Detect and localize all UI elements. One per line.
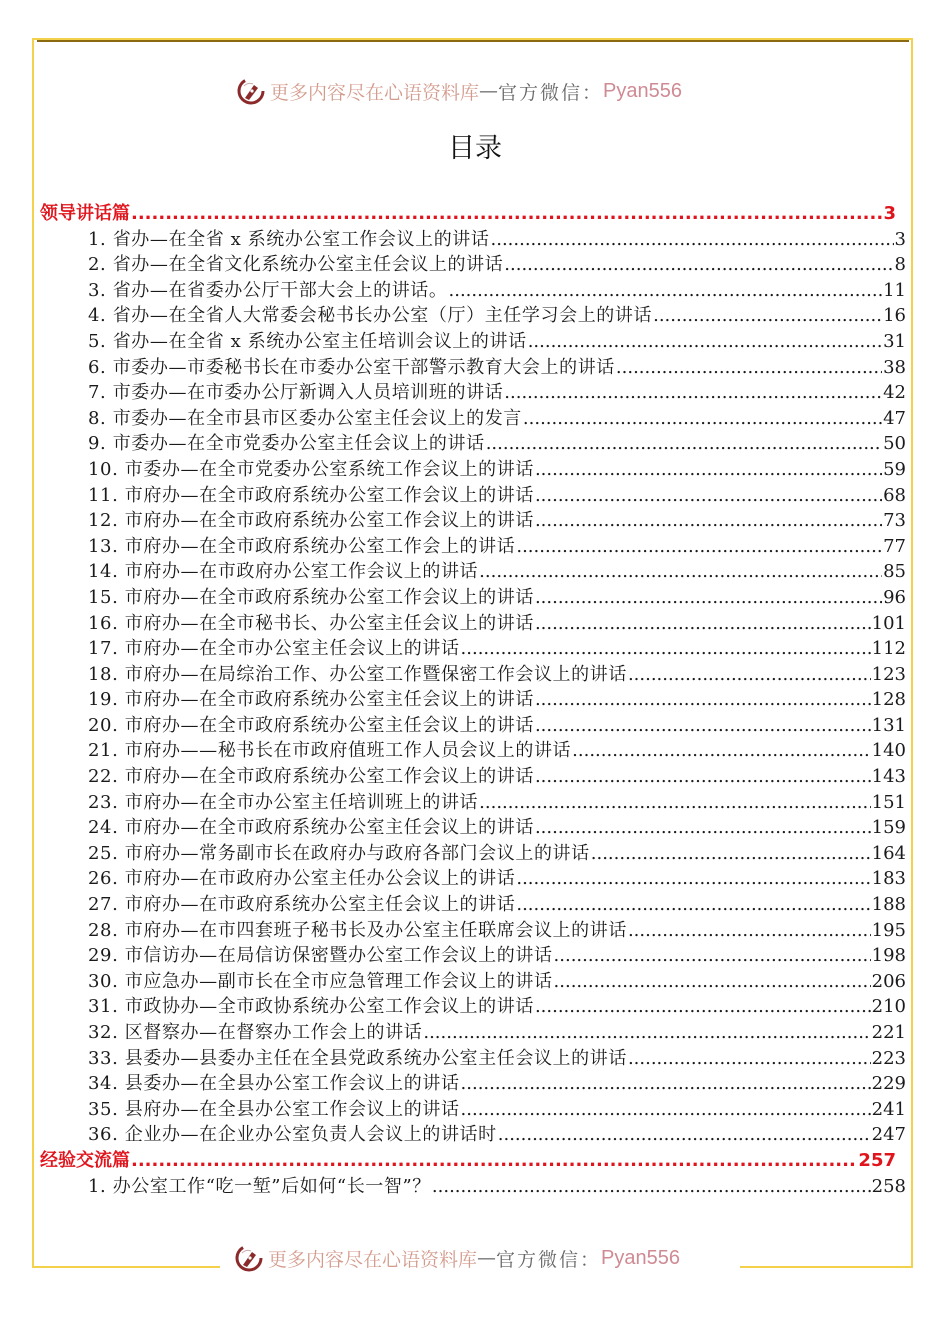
entry-page-number: 198 bbox=[871, 945, 906, 967]
entry-title: 31. 市政协办—全市政协系统办公室工作会议上的讲话 bbox=[88, 996, 534, 1018]
entry-title: 34. 县委办—在全县办公室工作会议上的讲话 bbox=[88, 1073, 460, 1095]
entry-page-number: 16 bbox=[883, 305, 906, 327]
toc-entry[interactable] bbox=[40, 790, 906, 816]
entry-title: 11. 市府办—在全市政府系统办公室工作会议上的讲话 bbox=[88, 484, 534, 506]
dot-leader bbox=[535, 713, 871, 739]
entry-page-number: 151 bbox=[871, 791, 906, 813]
entry-page-number: 47 bbox=[883, 407, 906, 429]
entry-page-number: 206 bbox=[871, 970, 906, 992]
dot-leader bbox=[491, 227, 894, 253]
footer-watermark bbox=[234, 1243, 680, 1273]
entry-title: 24. 市府办—在全市政府系统办公室主任会议上的讲话 bbox=[88, 817, 534, 839]
entry-page-number: 31 bbox=[883, 330, 906, 352]
watermark-wechat-id: Pyan556 bbox=[603, 79, 682, 102]
entry-title: 3. 省办—在省委办公厅干部大会上的讲话。 bbox=[88, 279, 448, 301]
dot-leader bbox=[131, 1148, 857, 1174]
dot-leader bbox=[461, 1071, 871, 1097]
section-title: 领导讲话篇 bbox=[40, 203, 130, 224]
entry-title: 29. 市信访办—在局信访保密暨办公室工作会议上的讲话 bbox=[88, 945, 553, 967]
entry-title: 21. 市府办——秘书长在市政府值班工作人员会议上的讲话 bbox=[88, 740, 572, 762]
dot-leader bbox=[628, 662, 871, 688]
entry-page-number: 96 bbox=[883, 586, 906, 608]
pen-nib-logo-icon bbox=[236, 76, 266, 106]
toc-entry[interactable] bbox=[40, 943, 906, 969]
toc-entry[interactable] bbox=[40, 534, 906, 560]
entry-page-number: 140 bbox=[871, 740, 906, 762]
entry-title: 1. 省办—在全省 x 系统办公室工作会议上的讲话 bbox=[88, 228, 490, 250]
dot-leader bbox=[516, 866, 870, 892]
watermark-dash: — bbox=[479, 80, 499, 102]
toc-entry[interactable] bbox=[40, 483, 906, 509]
entry-title: 14. 市府办—在市政府办公室工作会议上的讲话 bbox=[88, 561, 479, 583]
toc-entry[interactable] bbox=[40, 994, 906, 1020]
entry-page-number: 188 bbox=[871, 894, 906, 916]
entry-title: 4. 省办—在全省人大常委会秘书长办公室（厅）主任学习会上的讲话 bbox=[88, 305, 653, 327]
entry-title: 26. 市府办—在市政府办公室主任办公会议上的讲话 bbox=[88, 868, 516, 890]
dot-leader bbox=[449, 278, 883, 304]
entry-page-number: 38 bbox=[883, 356, 906, 378]
watermark-wechat-label: 官方微信： bbox=[496, 1248, 602, 1271]
table-of-contents bbox=[40, 201, 906, 1199]
dot-leader bbox=[423, 1020, 870, 1046]
entry-page-number: 241 bbox=[871, 1098, 906, 1120]
entry-page-number: 11 bbox=[883, 279, 906, 301]
entry-page-number: 101 bbox=[871, 612, 906, 634]
entry-page-number: 159 bbox=[871, 817, 906, 839]
entry-title: 15. 市府办—在全市政府系统办公室工作会议上的讲话 bbox=[88, 586, 534, 608]
dot-leader bbox=[616, 355, 882, 381]
toc-entry[interactable] bbox=[40, 406, 906, 432]
page-title: 目录 bbox=[448, 133, 502, 164]
entry-title: 19. 市府办—在全市政府系统办公室主任会议上的讲话 bbox=[88, 689, 534, 711]
dot-leader bbox=[461, 636, 871, 662]
entry-title: 23. 市府办—在全市办公室主任培训班上的讲话 bbox=[88, 791, 479, 813]
pen-nib-logo-icon bbox=[234, 1243, 264, 1273]
watermark-text: 更多内容尽在心语资料库 bbox=[268, 1248, 478, 1271]
entry-page-number: 131 bbox=[871, 714, 906, 736]
entry-page-number: 221 bbox=[871, 1022, 906, 1043]
dot-leader bbox=[535, 483, 882, 509]
entry-title: 18. 市府办—在局综治工作、办公室工作暨保密工作会议上的讲话 bbox=[88, 663, 627, 685]
entry-title: 35. 县府办—在全县办公室工作会议上的讲话 bbox=[88, 1098, 460, 1120]
section-page-number: 257 bbox=[858, 1149, 896, 1171]
toc-entry[interactable] bbox=[40, 431, 906, 457]
toc-entry[interactable] bbox=[40, 713, 906, 739]
dot-leader bbox=[554, 969, 871, 995]
entry-page-number: 258 bbox=[871, 1175, 906, 1197]
dot-leader bbox=[528, 329, 882, 355]
toc-entry[interactable] bbox=[40, 866, 906, 892]
toc-section-heading[interactable] bbox=[40, 1148, 896, 1174]
toc-entry[interactable] bbox=[40, 1046, 906, 1072]
dot-leader bbox=[535, 585, 882, 611]
entry-title: 7. 市委办—在市委办公厅新调入人员培训班的讲话 bbox=[88, 382, 504, 404]
toc-entry[interactable] bbox=[40, 508, 906, 534]
entry-title: 1. 办公室工作“吃一堑”后如何“长一智”？ bbox=[88, 1175, 431, 1197]
section-title: 经验交流篇 bbox=[40, 1149, 130, 1171]
entry-page-number: 223 bbox=[871, 1047, 906, 1069]
entry-title: 20. 市府办—在全市政府系统办公室主任会议上的讲话 bbox=[88, 714, 534, 736]
entry-title: 25. 市府办—常务副市长在政府办与政府各部门会议上的讲话 bbox=[88, 842, 590, 864]
header-watermark bbox=[236, 76, 682, 106]
toc-entry[interactable] bbox=[40, 227, 906, 253]
entry-page-number: 164 bbox=[871, 842, 906, 864]
dot-leader bbox=[498, 1122, 871, 1148]
entry-page-number: 50 bbox=[883, 433, 906, 455]
watermark-wechat-label: 官方微信： bbox=[498, 81, 604, 104]
entry-title: 6. 市委办—市委秘书长在市委办公室干部警示教育大会上的讲话 bbox=[88, 356, 615, 378]
toc-entry[interactable] bbox=[40, 841, 906, 867]
section-page-number: 3 bbox=[883, 203, 896, 224]
entry-title: 5. 省办—在全省 x 系统办公室主任培训会议上的讲话 bbox=[88, 330, 527, 352]
dot-leader bbox=[516, 534, 882, 560]
entry-page-number: 210 bbox=[871, 996, 906, 1018]
toc-entry[interactable] bbox=[40, 764, 906, 790]
entry-title: 36. 企业办—在企业办公室负责人会议上的讲话时 bbox=[88, 1124, 497, 1146]
dot-leader bbox=[461, 1097, 871, 1123]
toc-entry[interactable] bbox=[40, 1097, 906, 1123]
entry-title: 9. 市委办—在全市党委办公室主任会议上的讲话 bbox=[88, 433, 485, 455]
dot-leader bbox=[535, 764, 871, 790]
dot-leader bbox=[516, 892, 870, 918]
dot-leader bbox=[535, 815, 871, 841]
toc-entry[interactable] bbox=[40, 303, 906, 329]
dot-leader bbox=[535, 457, 882, 483]
toc-entry[interactable] bbox=[40, 457, 906, 483]
page-border-inner-top bbox=[37, 40, 909, 42]
dot-leader bbox=[131, 201, 882, 227]
entry-page-number: 229 bbox=[871, 1073, 906, 1095]
entry-page-number: 183 bbox=[871, 868, 906, 890]
toc-entry[interactable] bbox=[40, 636, 906, 662]
entry-page-number: 123 bbox=[871, 663, 906, 685]
watermark-wechat-id: Pyan556 bbox=[601, 1246, 680, 1269]
toc-entry[interactable] bbox=[40, 687, 906, 713]
page-border-bottom-left bbox=[32, 1266, 220, 1268]
toc-entry[interactable] bbox=[40, 252, 906, 278]
entry-title: 17. 市府办—在全市办公室主任会议上的讲话 bbox=[88, 638, 460, 660]
entry-page-number: 68 bbox=[883, 484, 906, 506]
entry-page-number: 85 bbox=[883, 561, 906, 583]
toc-entry[interactable] bbox=[40, 1174, 906, 1200]
dot-leader bbox=[479, 559, 882, 585]
entry-page-number: 143 bbox=[871, 766, 906, 788]
dot-leader bbox=[432, 1174, 871, 1200]
dot-leader bbox=[628, 1046, 871, 1072]
entry-title: 27. 市府办—在市政府系统办公室主任会议上的讲话 bbox=[88, 894, 516, 916]
toc-entry[interactable] bbox=[40, 918, 906, 944]
entry-page-number: 247 bbox=[871, 1124, 906, 1146]
toc-entry[interactable] bbox=[40, 969, 906, 995]
entry-page-number: 59 bbox=[883, 458, 906, 480]
toc-entry[interactable] bbox=[40, 892, 906, 918]
dot-leader bbox=[591, 841, 871, 867]
entry-page-number: 77 bbox=[883, 535, 906, 557]
entry-title: 12. 市府办—在全市政府系统办公室工作会议上的讲话 bbox=[88, 510, 534, 532]
toc-entry[interactable] bbox=[40, 815, 906, 841]
toc-entry[interactable] bbox=[40, 329, 906, 355]
entry-page-number: 8 bbox=[894, 254, 906, 276]
dot-leader bbox=[535, 994, 871, 1020]
dot-leader bbox=[504, 252, 893, 278]
dot-leader bbox=[535, 611, 871, 637]
toc-entry[interactable] bbox=[40, 611, 906, 637]
toc-entry[interactable] bbox=[40, 355, 906, 381]
page-border-bottom-right bbox=[740, 1266, 913, 1268]
dot-leader bbox=[653, 303, 882, 329]
watermark-text: 更多内容尽在心语资料库 bbox=[270, 81, 480, 104]
dot-leader bbox=[554, 943, 871, 969]
dot-leader bbox=[486, 431, 882, 457]
dot-leader bbox=[523, 406, 882, 432]
watermark-dash: — bbox=[477, 1247, 497, 1269]
entry-page-number: 195 bbox=[871, 919, 906, 941]
entry-title: 30. 市应急办—副市长在全市应急管理工作会议上的讲话 bbox=[88, 970, 553, 992]
dot-leader bbox=[479, 790, 870, 816]
dot-leader bbox=[572, 738, 870, 764]
dot-leader bbox=[535, 687, 871, 713]
entry-title: 2. 省办—在全省文化系统办公室主任会议上的讲话 bbox=[88, 254, 504, 276]
entry-title: 8. 市委办—在全市县市区委办公室主任会议上的发言 bbox=[88, 407, 522, 429]
dot-leader bbox=[535, 508, 882, 534]
entry-title: 22. 市府办—在全市政府系统办公室工作会议上的讲话 bbox=[88, 766, 534, 788]
entry-page-number: 112 bbox=[871, 638, 906, 660]
toc-entry[interactable] bbox=[40, 662, 906, 688]
entry-title: 10. 市委办—在全市党委办公室系统工作会议上的讲话 bbox=[88, 458, 534, 480]
entry-page-number: 73 bbox=[883, 510, 906, 532]
toc-entry[interactable] bbox=[40, 585, 906, 611]
entry-title: 33. 县委办—县委办主任在全县党政系统办公室主任会议上的讲话 bbox=[88, 1047, 627, 1069]
entry-page-number: 42 bbox=[883, 382, 906, 404]
toc-entry[interactable] bbox=[40, 1071, 906, 1097]
dot-leader bbox=[628, 918, 871, 944]
entry-title: 13. 市府办—在全市政府系统办公室工作会上的讲话 bbox=[88, 535, 516, 557]
entry-title: 16. 市府办—在全市秘书长、办公室主任会议上的讲话 bbox=[88, 612, 534, 634]
toc-entry[interactable] bbox=[40, 738, 906, 764]
entry-title: 32. 区督察办—在督察办工作会上的讲话 bbox=[88, 1022, 423, 1043]
toc-section-heading[interactable] bbox=[40, 201, 896, 227]
toc-entry[interactable] bbox=[40, 380, 906, 406]
dot-leader bbox=[504, 380, 882, 406]
toc-entry[interactable] bbox=[40, 1122, 906, 1148]
entry-page-number: 3 bbox=[894, 228, 906, 250]
entry-page-number: 128 bbox=[871, 689, 906, 711]
toc-entry[interactable] bbox=[40, 559, 906, 585]
toc-entry[interactable] bbox=[40, 1020, 906, 1046]
entry-title: 28. 市府办—在市四套班子秘书长及办公室主任联席会议上的讲话 bbox=[88, 919, 627, 941]
toc-entry[interactable] bbox=[40, 278, 906, 304]
